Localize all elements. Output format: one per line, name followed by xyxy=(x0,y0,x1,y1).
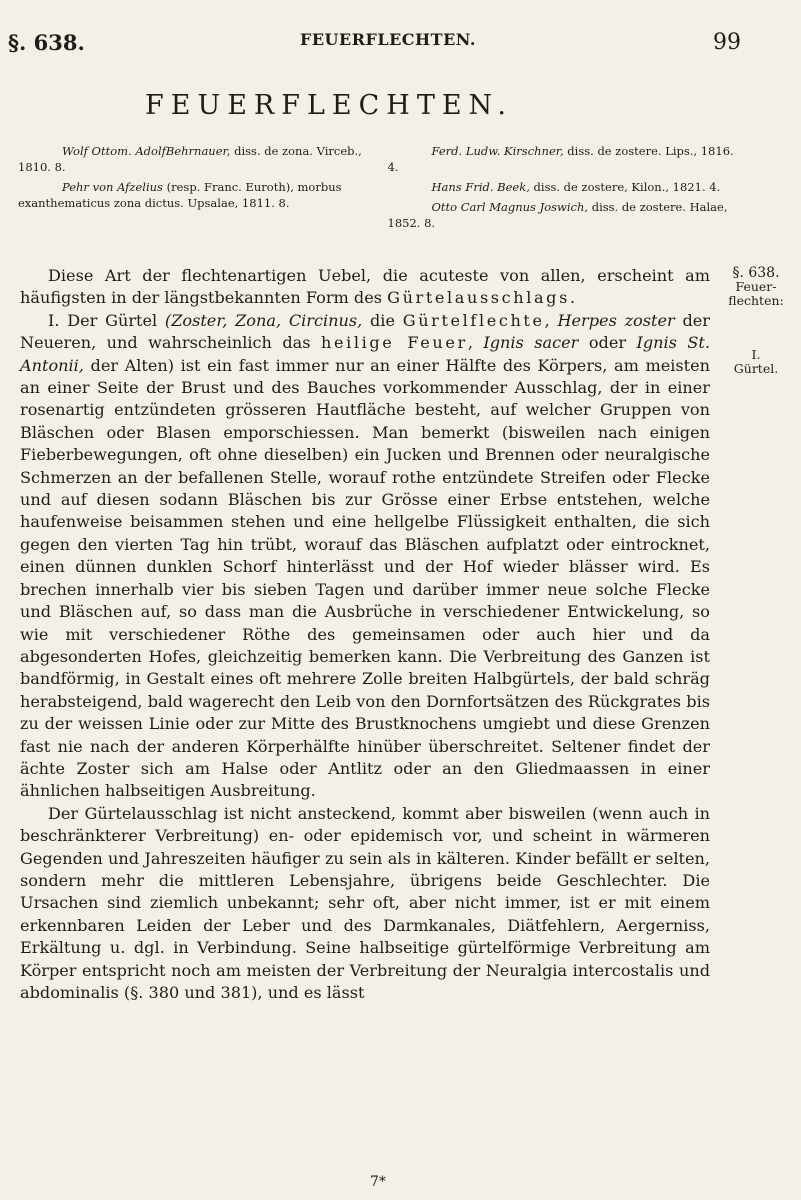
chapter-title: FEUERFLECHTEN. xyxy=(145,90,514,121)
paragraph: Der Gürtelausschlag ist nicht ansteckend, kommt aber bisweilen (wenn auch in beschränkterer Verbreitung) en- oder epidemisch vor, und scheint in wärmeren Gegenden und Jahreszeiten häufiger zu sein als in kälteren. Kinder befällt er selten, sondern mehr die mittleren Lebensjahre, übrigens beide Geschlechter. Die Ursachen sind ziemlich unbekannt; sehr oft, aber nicht immer, ist er mit einem erkennbaren Leiden der Leber und des Darmkanales, Diätfehlern, Aergerniss, Erkältung u. dgl. in Verbindung. Seine halbseitige gürtelförmige Verbreitung am Körper entspricht noch am meisten der Verbreitung der Neuralgia intercostalis und abdominalis (§. 380 und 381), und es lässt xyxy=(20,803,710,1002)
bibliography-left-column xyxy=(18,143,374,235)
bibliography xyxy=(18,143,743,235)
margin-note-guertel: I. Gürtel. xyxy=(733,347,779,376)
body-text xyxy=(20,265,710,1004)
page-number: 99 xyxy=(713,30,741,55)
margin-note-section: §. 638. Feuer- flechten: xyxy=(728,265,784,308)
printer-signature: 7* xyxy=(370,1174,386,1190)
running-head-title: FEUERFLECHTEN. xyxy=(300,30,476,49)
paragraph: Diese Art der flechtenartigen Uebel, die acuteste von allen, erscheint am häufigsten in der längstbekannten Form des Gürtelausschlags. xyxy=(20,266,710,308)
reference-entry: Ferd. Ludw. Kirschner, diss. de zostere. Lips., 1816. 4. xyxy=(387,144,734,174)
reference-entry: Wolf Ottom. AdolfBehrnauer, diss. de zona. Virceb., 1810. 8. xyxy=(18,144,362,174)
running-head-section: §. 638. xyxy=(8,30,85,55)
reference-entry: Hans Frid. Beek, diss. de zostere, Kilon., 1821. 4. xyxy=(431,180,721,194)
bibliography-right-column xyxy=(388,143,744,235)
reference-entry: Pehr von Afzelius (resp. Franc. Euroth), morbus exanthematicus zona dictus. Upsalae, 1811. 8. xyxy=(18,180,342,210)
reference-entry: Otto Carl Magnus Joswich, diss. de zostere. Halae, 1852. 8. xyxy=(387,200,728,230)
paragraph: I. Der Gürtel (Zoster, Zona, Circinus, die Gürtelflechte, Herpes zoster der Neueren, und wahrscheinlich das heilige Feuer, Ignis sacer oder Ignis St. Antonii, der Alten) ist ein fast immer nur an einer Hälfte des Körpers, am meisten an einer Seite der Brust und des Bauches vorkommender Ausschlag, der in einer rosenartig entzündeten grösseren Hautfläche besteht, auf welcher Gruppen von Bläschen oder Blasen emporschiessen. Man bemerkt (bisweilen nach einigen Fieberbewegungen, oft ohne dieselben) ein Jucken und Brennen oder neuralgische Schmerzen an der befallenen Stelle, worauf rothe entzündete Streifen oder Flecke und auf diesen sodann Bläschen bis zur Grösse einer Erbse entstehen, welche haufenweise beisammen stehen und eine hellgelbe Flüssigkeit enthalten, die sich gegen den vierten Tag hin trübt, worauf das Bläschen aufplatzt oder eintrocknet, einen dünnen dunklen Schorf hinterlässt und der Hof wieder blässer wird. Es brechen innerhalb vier bis sieben Tagen und darüber immer neue solche Flecke und Bläschen auf, so dass man die Ausbrüche in verschiedener Entwickelung, so wie mit verschiedener Röthe des gemeinsamen oder auch hier und da abgesonderten Hofes, gleichzeitig bemerken kann. Die Verbreitung des Ganzen ist bandförmig, in Gestalt eines oft mehrere Zolle breiten Halbgürtels, der bald schräg herabsteigend, bald wagerecht den Leib von den Dornfortsätzen des Rückgrates bis zu der weissen Linie oder zur Mitte des Brustknochens umgiebt und diese Grenzen fast nie nach der anderen Körperhälfte hinüber überschreitet. Seltener findet der ächte Zoster sich am Halse oder Antlitz oder an den Gliedmaassen in einer ähnlichen halbseitigen Ausbreitung. xyxy=(20,310,710,801)
